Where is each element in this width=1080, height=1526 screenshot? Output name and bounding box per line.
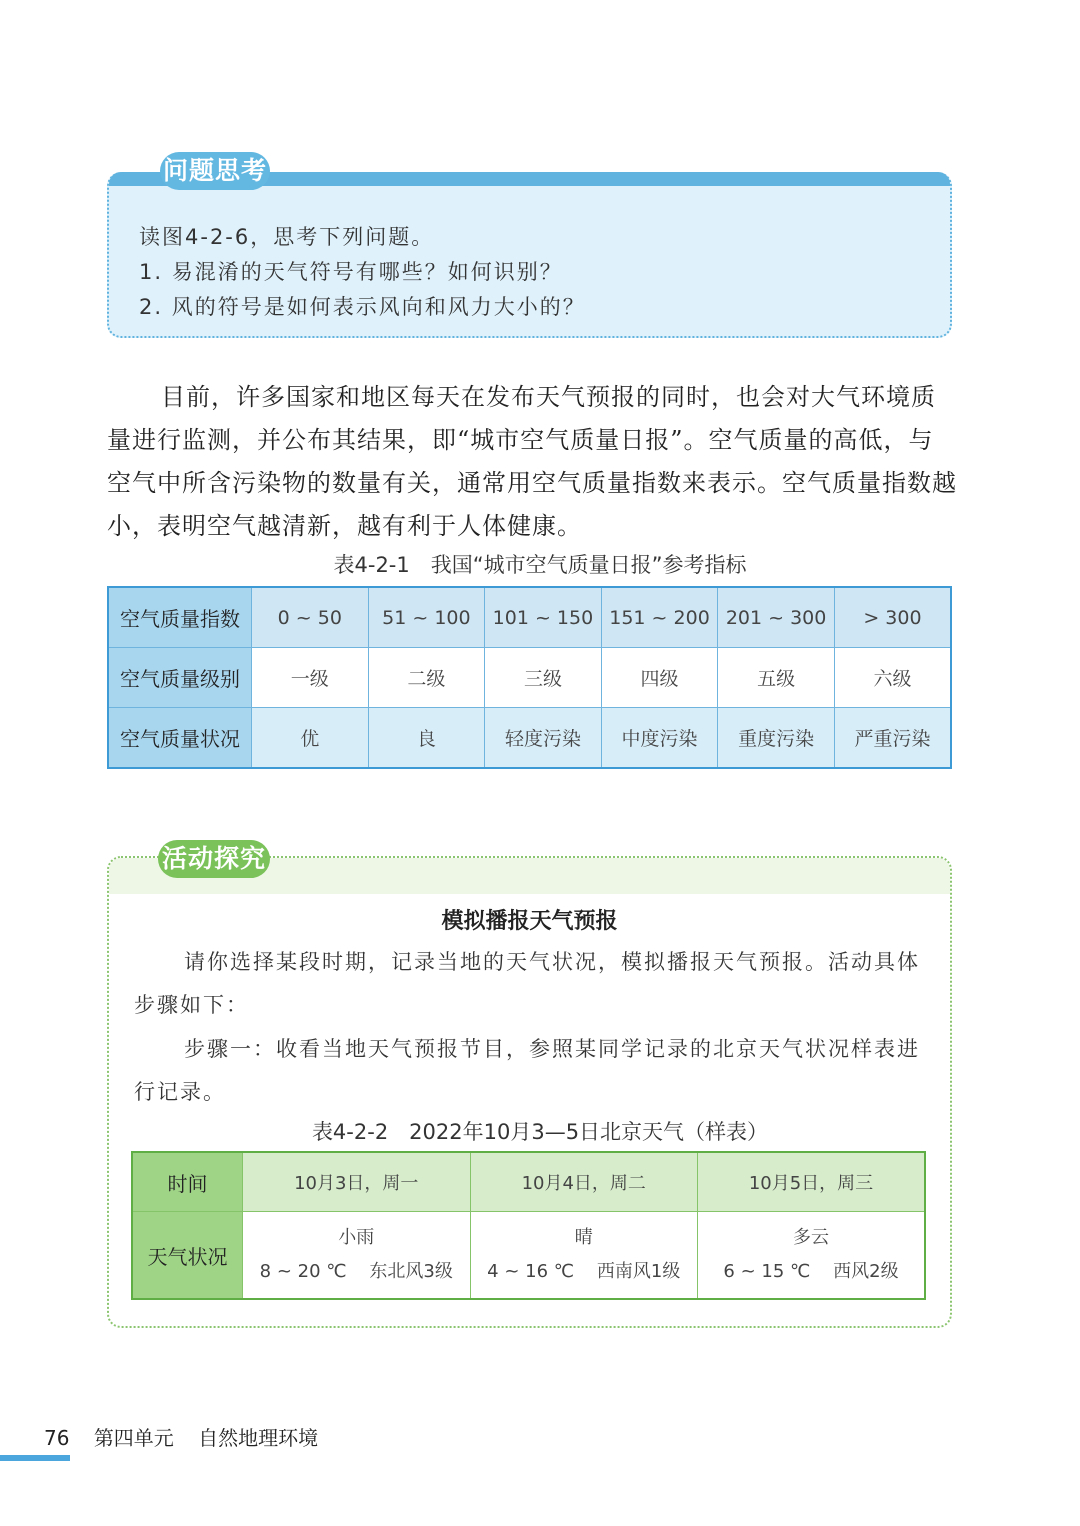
row-header-time: 时间 xyxy=(132,1152,243,1212)
table-cell: 51 ~ 100 xyxy=(368,587,485,648)
weather-table-caption: 表4-2-2 2022年10月3—5日北京天气（样表） xyxy=(311,1120,769,1144)
weather-cell xyxy=(698,1212,926,1300)
activity-paragraph-1: 请你选择某段时期，记录当地的天气状况，模拟播报天气预报。活动具体步骤如下： xyxy=(134,950,920,1017)
table-cell: 一级 xyxy=(252,648,369,708)
row-header-index: 空气质量指数 xyxy=(108,587,252,648)
footer-accent-bar xyxy=(0,1455,70,1461)
table-cell: 六级 xyxy=(834,648,951,708)
table-cell: 重度污染 xyxy=(718,708,835,769)
activity-paragraph-2: 步骤一：收看当地天气预报节目，参照某同学记录的北京天气状况样表进行记录。 xyxy=(134,1037,920,1104)
weather-detail xyxy=(472,1255,697,1289)
aqi-table xyxy=(107,586,952,769)
table-cell: 201 ~ 300 xyxy=(718,587,835,648)
table-cell: 三级 xyxy=(485,648,602,708)
question-line-2: 2. 风的符号是如何表示风向和风力大小的？ xyxy=(139,295,586,319)
table-row xyxy=(108,648,951,708)
table-cell: 151 ~ 200 xyxy=(601,587,718,648)
table-cell: 优 xyxy=(252,708,369,769)
weather-cell xyxy=(470,1212,698,1300)
question-box-tag: 问题思考 xyxy=(160,152,270,190)
question-box xyxy=(107,172,952,338)
weather-temperature: 6 ~ 15 ℃ xyxy=(723,1261,811,1282)
table-row xyxy=(132,1152,925,1212)
date-cell: 10月3日，周一 xyxy=(243,1152,471,1212)
page-number: 76 xyxy=(44,1426,70,1450)
weather-detail xyxy=(244,1255,469,1289)
question-line-intro: 读图4-2-6，思考下列问题。 xyxy=(139,225,435,249)
aqi-table-caption: 表4-2-1 我国“城市空气质量日报”参考指标 xyxy=(333,553,747,577)
row-header-weather: 天气状况 xyxy=(132,1212,243,1300)
table-cell: 五级 xyxy=(718,648,835,708)
weather-wind: 东北风3级 xyxy=(369,1261,453,1282)
date-cell: 10月5日，周三 xyxy=(698,1152,926,1212)
row-header-level: 空气质量级别 xyxy=(108,648,252,708)
weather-condition: 晴 xyxy=(574,1227,593,1248)
weather-wind: 西南风1级 xyxy=(596,1261,681,1282)
table-cell: > 300 xyxy=(834,587,951,648)
activity-title: 模拟播报天气预报 xyxy=(441,909,618,934)
weather-condition: 多云 xyxy=(793,1227,829,1248)
table-row xyxy=(108,708,951,769)
row-header-status: 空气质量状况 xyxy=(108,708,252,769)
date-cell: 10月4日，周二 xyxy=(470,1152,698,1212)
table-cell: 轻度污染 xyxy=(485,708,602,769)
page-footer xyxy=(44,1422,336,1451)
table-cell: 中度污染 xyxy=(601,708,718,769)
table-cell: 严重污染 xyxy=(834,708,951,769)
weather-wind: 西风2级 xyxy=(833,1261,899,1282)
weather-temperature: 8 ~ 20 ℃ xyxy=(259,1261,347,1282)
table-row xyxy=(108,587,951,648)
weather-cell xyxy=(243,1212,471,1300)
weather-table xyxy=(131,1151,926,1300)
unit-title: 第四单元 xyxy=(93,1426,174,1450)
table-cell: 二级 xyxy=(368,648,485,708)
question-line-1: 1. 易混淆的天气符号有哪些？如何识别？ xyxy=(139,260,563,284)
table-row xyxy=(132,1212,925,1300)
body-paragraph: 目前，许多国家和地区每天在发布天气预报的同时，也会对大气环境质量进行监测，并公布其结果，即“城市空气质量日报”。空气质量的高低，与空气中所含污染物的数量有关，通常用空气质量指数来表示。空气质量指数越小，表明空气越清新，越有利于人体健康。 xyxy=(107,383,957,540)
table-cell: 0 ~ 50 xyxy=(252,587,369,648)
table-cell: 良 xyxy=(368,708,485,769)
question-lines xyxy=(139,220,586,325)
weather-condition: 小雨 xyxy=(338,1227,375,1248)
weather-temperature: 4 ~ 16 ℃ xyxy=(487,1261,574,1282)
table-cell: 101 ~ 150 xyxy=(485,587,602,648)
weather-detail xyxy=(699,1255,923,1289)
chapter-title: 自然地理环境 xyxy=(198,1426,319,1450)
activity-box-tag: 活动探究 xyxy=(158,840,270,878)
table-cell: 四级 xyxy=(601,648,718,708)
